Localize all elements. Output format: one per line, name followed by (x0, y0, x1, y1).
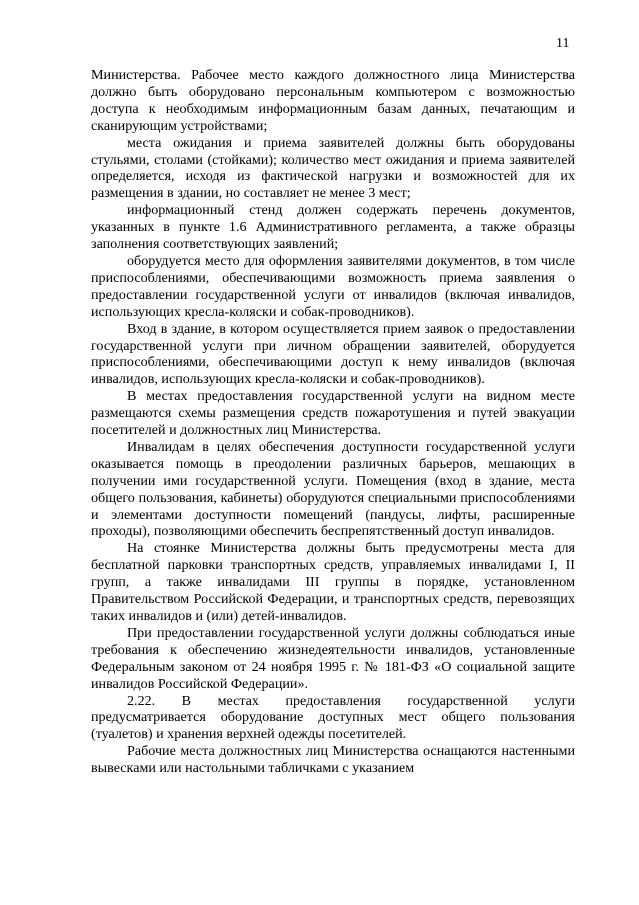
paragraph: информационный стенд должен содержать перечень документов, указанных в пункте 1.6 Административного регламента, а также образцы заполнения соответствующих заявлений; (91, 202, 575, 253)
paragraph: При предоставлении государственной услуги должны соблюдаться иные требования к обеспечению жизнедеятельности инвалидов, установленные Федеральным законом от 24 ноября 1995 г. № 181-ФЗ «О социальной защите инвалидов Российской Федерации». (91, 624, 575, 692)
paragraph: Инвалидам в целях обеспечения доступности государственной услуги оказывается помощь в преодолении различных барьеров, мешающих в получении ими государственной услуги. Помещения (вход в здание, места общего пользования, кабинеты) оборудуются специальными приспособлениями и элементами доступности помещений (пандусы, лифты, расширенные проходы), позволяющими обеспечить беспрепятственный доступ инвалидов. (91, 438, 575, 540)
body-text (91, 67, 575, 777)
paragraph: Рабочие места должностных лиц Министерства оснащаются настенными вывесками или настольными табличками с указанием (91, 743, 575, 777)
paragraph: места ожидания и приема заявителей должны быть оборудованы стульями, столами (стойками); количество мест ожидания и приема заявителей определяется, исходя из фактической нагрузки и возможностей для их размещения в здании, но составляет не менее 3 мест; (91, 134, 575, 202)
page-number: 11 (556, 36, 570, 51)
paragraph: оборудуется место для оформления заявителями документов, в том числе приспособлениями, обеспечивающими возможность приема заявления о предоставлении государственной услуги от инвалидов (включая инвалидов, использующих кресла-коляски и собак-проводников). (91, 252, 575, 320)
paragraph: В местах предоставления государственной услуги на видном месте размещаются схемы размещения средств пожаротушения и путей эвакуации посетителей и должностных лиц Министерства. (91, 388, 575, 439)
paragraph: На стоянке Министерства должны быть предусмотрены места для бесплатной парковки транспортных средств, управляемых инвалидами I, II групп, а также инвалидами III группы в порядке, установленном Правительством Российской Федерации, и транспортных средств, перевозящих таких инвалидов и (или) детей-инвалидов. (91, 540, 575, 624)
paragraph: Министерства. Рабочее место каждого должностного лица Министерства должно быть оборудовано персональным компьютером с возможностью доступа к необходимым информационным базам данных, печатающим и сканирующим устройствами; (91, 67, 575, 134)
paragraph: 2.22. В местах предоставления государственной услуги предусматривается оборудование доступных мест общего пользования (туалетов) и хранения верхней одежды посетителей. (91, 692, 575, 743)
paragraph: Вход в здание, в котором осуществляется прием заявок о предоставлении государственной услуги при личном обращении заявителей, оборудуется приспособлениями, обеспечивающими доступ к нему инвалидов (включая инвалидов, использующих кресла-коляски и собак-проводников). (91, 320, 575, 388)
